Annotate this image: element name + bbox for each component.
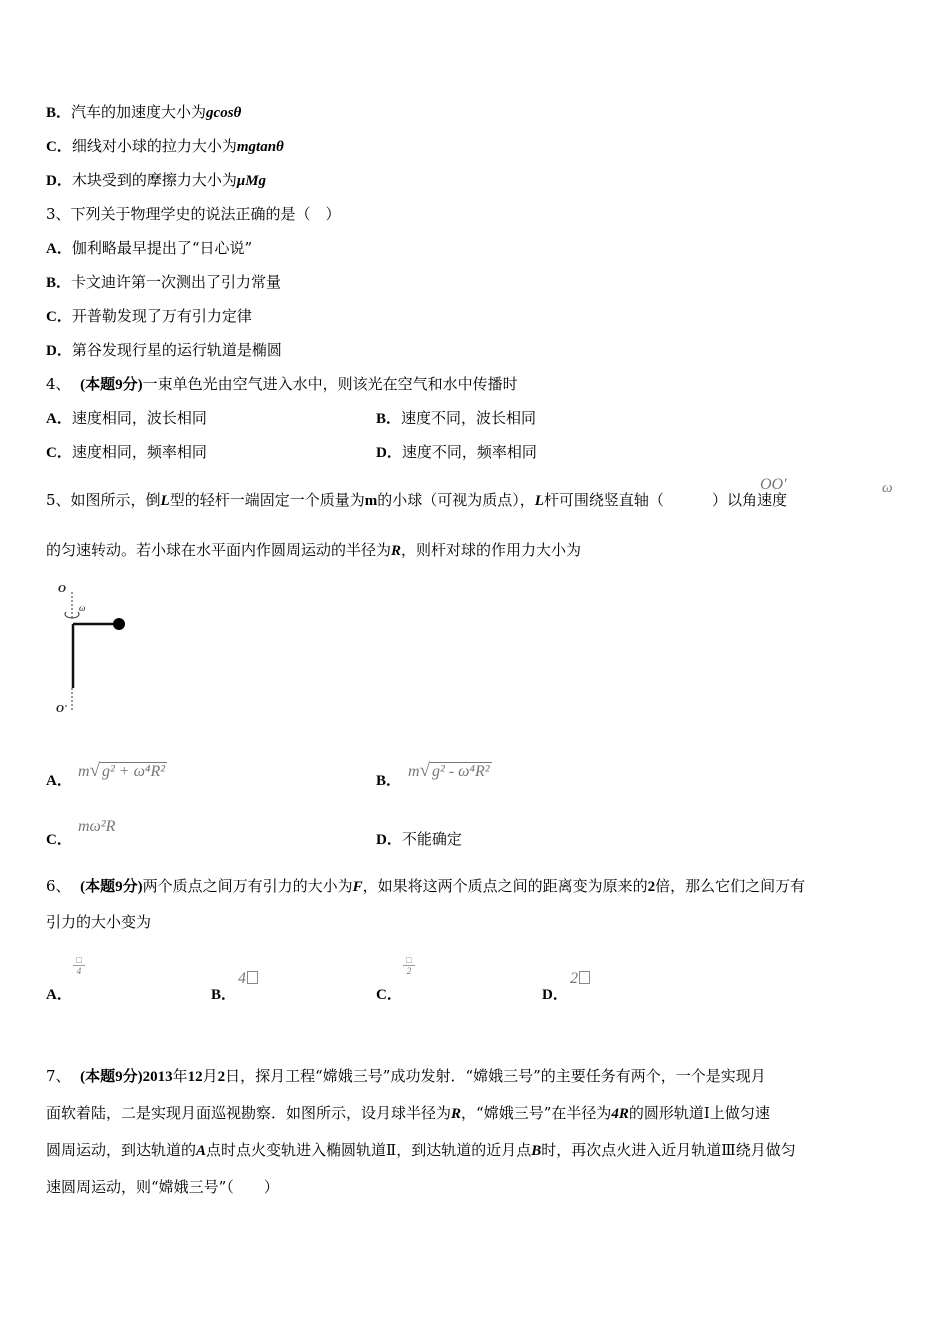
q7-stem-line2: 面软着陆，二是实现月面巡视勘察．如图所示，设月球半径为R，“嫦娥三号”在半径为4R的圆形轨道Ⅰ上做匀速: [46, 1104, 770, 1122]
q3-option-d: D．第谷发现行星的运行轨道是椭圆: [46, 341, 282, 359]
ball: [113, 618, 125, 630]
q4-option-d: D．速度不同，频率相同: [376, 443, 537, 461]
q5-stem-line2: 的匀速转动。若小球在水平面内作圆周运动的半径为R，则杆对球的作用力大小为: [46, 541, 582, 559]
q6-option-b-label: B．: [211, 987, 237, 1003]
q5-option-b-formula: m√ g² - ω⁴R²: [408, 760, 490, 781]
q4-option-b: B．速度不同，波长相同: [376, 409, 537, 427]
q3-option-c: C．开普勒发现了万有引力定律: [46, 307, 252, 325]
q6-option-a-fraction: □ 4: [73, 955, 85, 976]
q3-stem: 3、下列关于物理学史的说法正确的是（ ）: [46, 205, 341, 223]
sqrt-icon: √: [419, 760, 430, 781]
q2-option-d: D．木块受到的摩擦力大小为μMg: [46, 171, 267, 189]
q6-option-c-fraction: □ 2: [403, 955, 415, 976]
q3-option-a: A．伽利略最早提出了“日心说”: [46, 239, 253, 257]
q5-option-d: D．不能确定: [376, 830, 462, 848]
sqrt-icon: √: [89, 760, 100, 781]
q6-option-c-label: C．: [376, 987, 402, 1003]
q5-option-c-label: C．: [46, 832, 72, 848]
q5-option-c-formula: mω²R: [78, 818, 116, 835]
q5-option-a-formula: m√ g² + ω⁴R²: [78, 760, 166, 781]
q4-stem: 4、 (本题9分)一束单色光由空气进入水中，则该光在空气和水中传播时: [46, 375, 518, 393]
omega-symbol: ω: [882, 480, 893, 496]
q6-stem-line1: 6、 (本题9分)两个质点之间万有引力的大小为F，如果将这两个质点之间的距离变为原来的2倍，那么它们之间万有: [46, 877, 806, 895]
q6-stem-line2: 引力的大小变为: [46, 913, 152, 931]
q5-option-b-label: B．: [376, 773, 402, 789]
q6-option-d-formula: 2: [570, 970, 590, 988]
q4-option-a: A．速度相同，波长相同: [46, 409, 207, 427]
label-o-top: O: [58, 583, 66, 595]
q5-stem-line1: 5、如图所示，倒L型的轻杆一端固定一个质量为m的小球（可视为质点），L杆可围绕竖直轴（ ）以角速度: [46, 491, 787, 509]
q2-option-c: C．细线对小球的拉力大小为mgtanθ: [46, 137, 284, 155]
axis-symbol: OO′: [760, 476, 787, 493]
q6-option-a-label: A．: [46, 987, 72, 1003]
rotating-rod-figure: [50, 578, 140, 718]
q7-stem-line1: 7、 (本题9分)2013年12月2日，探月工程“嫦娥三号”成功发射．“嫦娥三号”的主要任务有两个，一个是实现月: [46, 1067, 766, 1085]
q6-option-d-label: D．: [542, 987, 568, 1003]
label-o-bottom: O': [56, 703, 67, 715]
q5-option-a-label: A．: [46, 773, 72, 789]
placeholder-box-icon: [247, 971, 258, 984]
q7-stem-line4: 速圆周运动，则“嫦娥三号”（ ）: [46, 1178, 279, 1196]
q6-option-b-formula: 4: [238, 970, 258, 988]
label-omega: ω: [79, 603, 86, 613]
q2-option-b: B．汽车的加速度大小为gcosθ: [46, 103, 242, 121]
placeholder-box-icon: [579, 971, 590, 984]
q7-stem-line3: 圆周运动，到达轨道的A点时点火变轨进入椭圆轨道Ⅱ，到达轨道的近月点B时，再次点火进入近月轨道Ⅲ绕月做匀: [46, 1141, 796, 1159]
q4-option-c: C．速度相同，频率相同: [46, 443, 207, 461]
q3-option-b: B．卡文迪许第一次测出了引力常量: [46, 273, 282, 291]
